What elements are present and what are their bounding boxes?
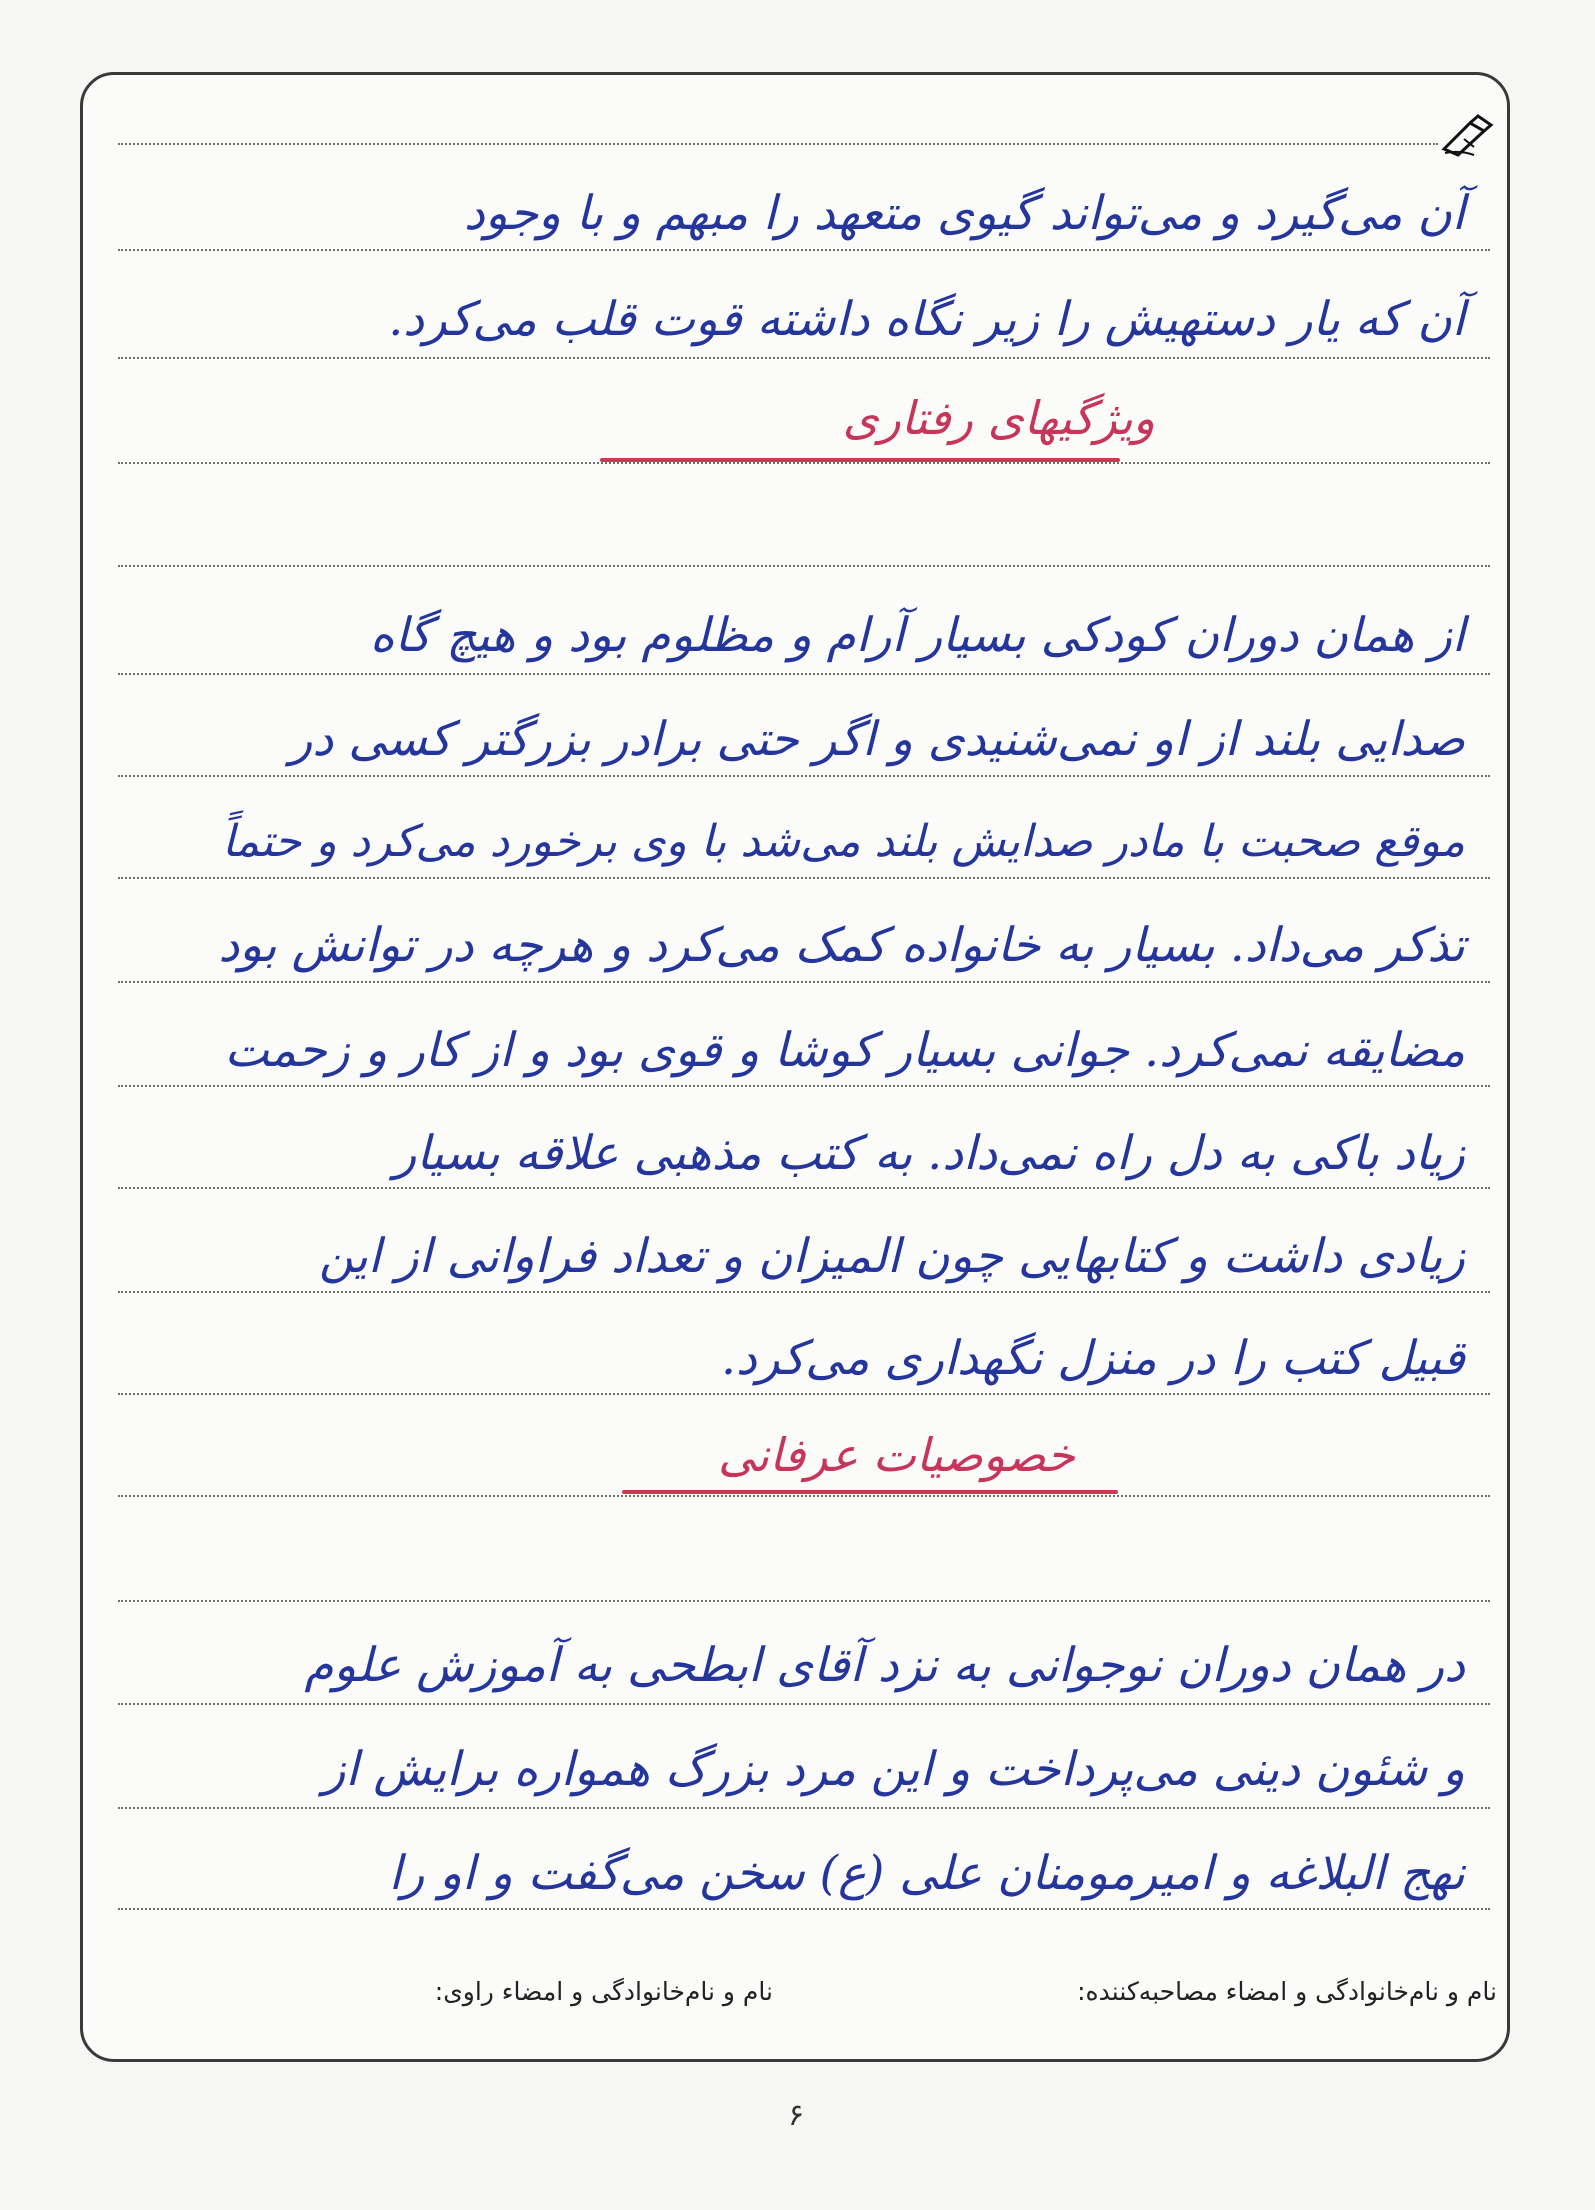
handwritten-line: تذکر می‌داد. بسیار به خانواده کمک می‌کرد و هرچه در توانش بود bbox=[218, 918, 1465, 973]
ruled-line bbox=[118, 877, 1490, 879]
interviewer-signature-label: نام و نام‌خانوادگی و امضاء مصاحبه‌کننده: bbox=[1077, 1977, 1497, 2006]
ruled-line bbox=[118, 673, 1490, 675]
ruled-line bbox=[118, 1393, 1490, 1395]
ruled-line bbox=[118, 249, 1490, 251]
ruled-line bbox=[118, 981, 1490, 983]
ruled-line bbox=[118, 1908, 1490, 1910]
ruled-line bbox=[118, 565, 1490, 567]
handwritten-line: نهج البلاغه و امیرمومنان علی (ع) سخن می‌گفت و او را bbox=[388, 1846, 1465, 1901]
handwritten-line: مضایقه نمی‌کرد. جوانی بسیار کوشا و قوی بود و از کار و زحمت bbox=[224, 1023, 1465, 1078]
heading-underline bbox=[622, 1490, 1118, 1494]
handwritten-line: صدایی بلند از او نمی‌شنیدی و اگر حتی برادر بزرگتر کسی در bbox=[289, 712, 1465, 767]
handwritten-line: قبیل کتب را در منزل نگهداری می‌کرد. bbox=[720, 1331, 1465, 1386]
handwritten-line: آن می‌گیرد و می‌تواند گیوی متعهد را مبهم و با وجود bbox=[463, 186, 1465, 241]
ruled-line bbox=[118, 1807, 1490, 1809]
handwritten-line: از همان دوران کودکی بسیار آرام و مظلوم بود و هیچ گاه bbox=[369, 608, 1465, 663]
handwritten-line: زیادی داشت و کتابهایی چون المیزان و تعداد فراوانی از این bbox=[319, 1229, 1465, 1284]
section-heading: خصوصیات عرفانی bbox=[718, 1428, 1075, 1482]
heading-underline bbox=[600, 458, 1120, 462]
handwritten-line: موقع صحبت با مادر صدایش بلند می‌شد با وی برخورد می‌کرد و حتماً bbox=[222, 816, 1465, 867]
handwritten-line: آن که یار دستهیش را زیر نگاه داشته قوت قلب می‌کرد. bbox=[388, 292, 1465, 347]
ruled-line bbox=[118, 1085, 1490, 1087]
handwritten-line: زیاد باکی به دل راه نمی‌داد. به کتب مذهبی علاقه بسیار bbox=[393, 1126, 1465, 1181]
handwritten-line: و شئون دینی می‌پرداخت و این مرد بزرگ همواره برایش از bbox=[322, 1742, 1465, 1797]
ruled-line bbox=[118, 1600, 1490, 1602]
ruled-line bbox=[118, 1187, 1490, 1189]
ruled-line bbox=[118, 775, 1490, 777]
ruled-line bbox=[118, 143, 1438, 145]
page-number: ۶ bbox=[787, 2098, 805, 2133]
ruled-line bbox=[118, 357, 1490, 359]
section-heading: ویژگیهای رفتاری bbox=[842, 391, 1155, 445]
pen-writing-icon bbox=[1440, 113, 1498, 157]
ruled-line bbox=[118, 1703, 1490, 1705]
ruled-line bbox=[118, 1495, 1490, 1497]
ruled-line bbox=[118, 462, 1490, 464]
handwritten-line: در همان دوران نوجوانی به نزد آقای ابطحی به آموزش علوم bbox=[304, 1638, 1465, 1693]
narrator-signature-label: نام و نام‌خانوادگی و امضاء راوی: bbox=[434, 1977, 773, 2006]
ruled-line bbox=[118, 1291, 1490, 1293]
